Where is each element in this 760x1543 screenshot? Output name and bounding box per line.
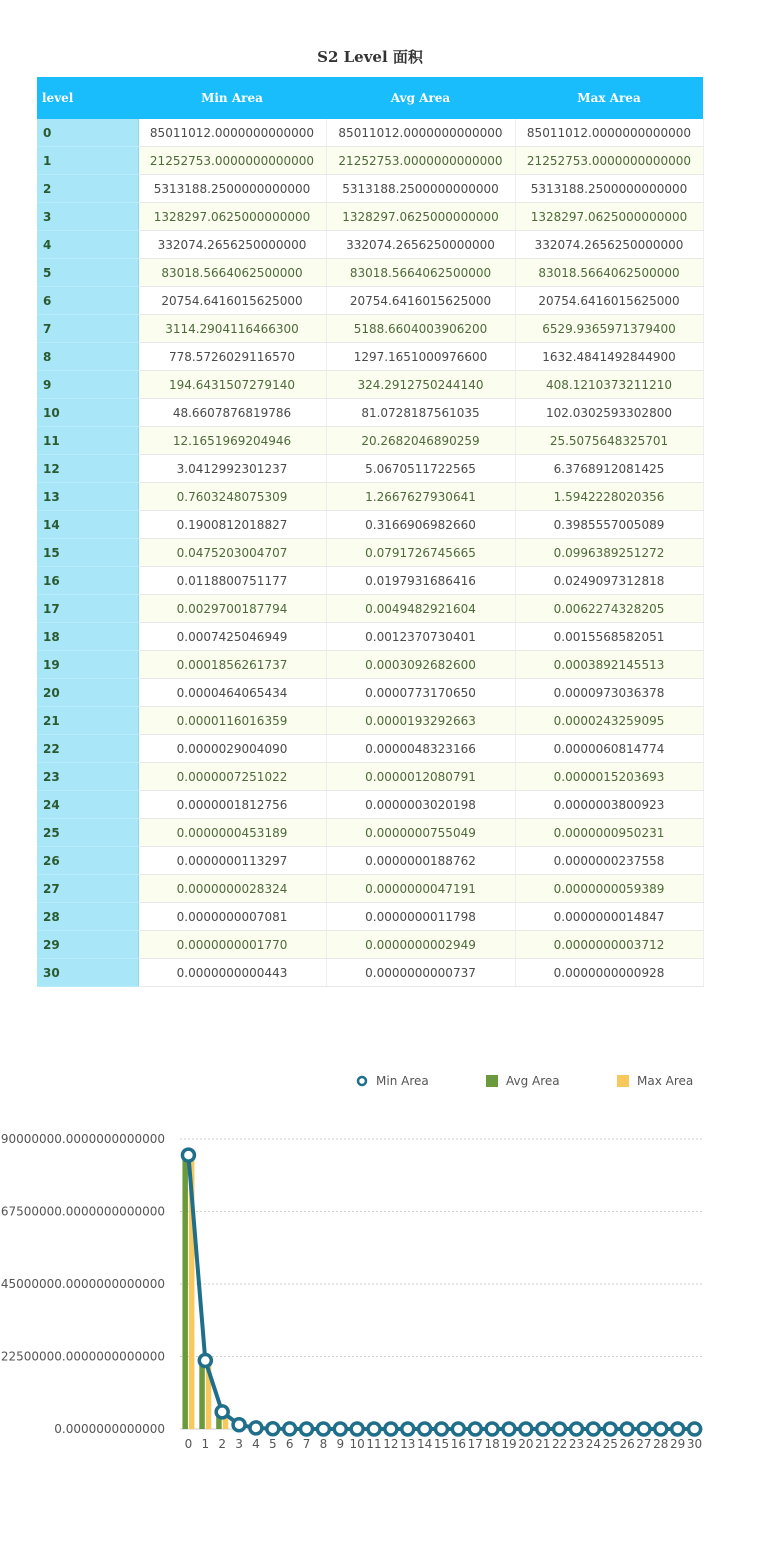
cell-level: 4: [37, 231, 138, 259]
cell-max-area: 21252753.0000000000000: [515, 147, 703, 175]
cell-min-area: 5313188.2500000000000: [138, 175, 326, 203]
cell-avg-area: 0.0012370730401: [326, 623, 515, 651]
cell-level: 6: [37, 287, 138, 315]
cell-max-area: 0.0000000950231: [515, 819, 703, 847]
x-tick-label: 28: [653, 1437, 669, 1451]
y-tick-label: 22500000.0000000000000: [0, 1349, 165, 1364]
cell-avg-area: 1297.1651000976600: [326, 343, 515, 371]
cell-max-area: 0.0000000237558: [515, 847, 703, 875]
cell-level: 18: [37, 623, 138, 651]
x-tick-label: 19: [501, 1437, 517, 1451]
level-area-table: [37, 77, 704, 987]
point-min-area: [182, 1149, 194, 1161]
cell-level: 20: [37, 679, 138, 707]
header-max-area[interactable]: Max Area: [515, 77, 703, 119]
point-min-area: [503, 1423, 515, 1435]
point-min-area: [520, 1423, 532, 1435]
cell-level: 13: [37, 483, 138, 511]
cell-max-area: 85011012.0000000000000: [515, 119, 703, 147]
line-marker-icon: [356, 1075, 368, 1087]
point-min-area: [486, 1423, 498, 1435]
table-row: [37, 735, 703, 763]
cell-level: 24: [37, 791, 138, 819]
bar-swatch-icon: [617, 1075, 629, 1087]
table-row: [37, 875, 703, 903]
cell-avg-area: 5313188.2500000000000: [326, 175, 515, 203]
x-tick-label: 30: [686, 1437, 703, 1451]
y-tick-label: 0.0000000000000: [54, 1422, 165, 1436]
point-min-area: [587, 1423, 599, 1435]
cell-level: 14: [37, 511, 138, 539]
cell-avg-area: 0.0000000188762: [326, 847, 515, 875]
table-title: S2 Level 面积: [317, 48, 423, 66]
table-row: [37, 371, 703, 399]
x-tick-label: 7: [302, 1437, 311, 1451]
point-min-area: [469, 1423, 481, 1435]
cell-min-area: 3.0412992301237: [138, 455, 326, 483]
cell-min-area: 21252753.0000000000000: [138, 147, 326, 175]
point-min-area: [267, 1423, 279, 1435]
cell-avg-area: 81.0728187561035: [326, 399, 515, 427]
cell-max-area: 83018.5664062500000: [515, 259, 703, 287]
cell-max-area: 0.0000000014847: [515, 903, 703, 931]
cell-min-area: 0.0007425046949: [138, 623, 326, 651]
cell-avg-area: 0.0000000000737: [326, 959, 515, 987]
x-tick-label: 13: [400, 1437, 416, 1451]
cell-min-area: 0.0029700187794: [138, 595, 326, 623]
table-row: [37, 707, 703, 735]
cell-max-area: 0.0000973036378: [515, 679, 703, 707]
cell-avg-area: 5.0670511722565: [326, 455, 515, 483]
x-tick-label: 5: [268, 1437, 277, 1451]
table-row: [37, 147, 703, 175]
cell-avg-area: 0.0000048323166: [326, 735, 515, 763]
cell-level: 7: [37, 315, 138, 343]
x-tick-label: 12: [383, 1437, 399, 1451]
table-row: [37, 931, 703, 959]
point-min-area: [452, 1423, 464, 1435]
y-tick-label: 45000000.0000000000000: [0, 1277, 165, 1291]
cell-avg-area: 1.2667627930641: [326, 483, 515, 511]
y-tick-label: 90000000.0000000000000: [0, 1132, 165, 1146]
cell-min-area: 0.0000000113297: [138, 847, 326, 875]
table-row: [37, 203, 703, 231]
cell-min-area: 48.6607876819786: [138, 399, 326, 427]
cell-min-area: 0.0000007251022: [138, 763, 326, 791]
x-tick-label: 17: [467, 1437, 483, 1451]
table-row: [37, 287, 703, 315]
cell-avg-area: 0.0003092682600: [326, 651, 515, 679]
cell-max-area: 0.0003892145513: [515, 651, 703, 679]
table-row: [37, 119, 703, 147]
cell-min-area: 20754.6416015625000: [138, 287, 326, 315]
cell-max-area: 0.0000000000928: [515, 959, 703, 987]
cell-level: 5: [37, 259, 138, 287]
cell-level: 16: [37, 567, 138, 595]
table-row: [37, 259, 703, 287]
cell-level: 22: [37, 735, 138, 763]
table-row: [37, 567, 703, 595]
cell-max-area: 0.0996389251272: [515, 539, 703, 567]
cell-max-area: 6529.9365971379400: [515, 315, 703, 343]
cell-max-area: 25.5075648325701: [515, 427, 703, 455]
table-row: [37, 679, 703, 707]
cell-level: 17: [37, 595, 138, 623]
cell-level: 26: [37, 847, 138, 875]
cell-level: 25: [37, 819, 138, 847]
table-row: [37, 623, 703, 651]
cell-avg-area: 20754.6416015625000: [326, 287, 515, 315]
cell-min-area: 85011012.0000000000000: [138, 119, 326, 147]
cell-min-area: 0.0000000000443: [138, 959, 326, 987]
point-min-area: [216, 1406, 228, 1418]
cell-max-area: 6.3768912081425: [515, 455, 703, 483]
header-level[interactable]: level: [37, 77, 138, 119]
table-row: [37, 819, 703, 847]
point-min-area: [334, 1423, 346, 1435]
cell-min-area: 194.6431507279140: [138, 371, 326, 399]
cell-avg-area: 21252753.0000000000000: [326, 147, 515, 175]
cell-max-area: 0.0000060814774: [515, 735, 703, 763]
table-row: [37, 343, 703, 371]
x-tick-label: 26: [619, 1437, 635, 1451]
cell-avg-area: 83018.5664062500000: [326, 259, 515, 287]
x-tick-label: 22: [551, 1437, 568, 1451]
cell-max-area: 332074.2656250000000: [515, 231, 703, 259]
cell-avg-area: 20.2682046890259: [326, 427, 515, 455]
cell-level: 12: [37, 455, 138, 483]
table-row: [37, 847, 703, 875]
point-min-area: [689, 1423, 701, 1435]
cell-avg-area: 0.0000000002949: [326, 931, 515, 959]
cell-min-area: 12.1651969204946: [138, 427, 326, 455]
x-tick-label: 8: [319, 1437, 328, 1451]
x-tick-label: 0: [184, 1437, 193, 1451]
legend-label-avg-area: Avg Area: [506, 1074, 560, 1088]
cell-max-area: 0.3985557005089: [515, 511, 703, 539]
cell-max-area: 0.0000003800923: [515, 791, 703, 819]
point-min-area: [301, 1423, 313, 1435]
cell-avg-area: 0.0000000011798: [326, 903, 515, 931]
bar-avg-area: [199, 1361, 205, 1429]
x-tick-label: 10: [349, 1437, 365, 1451]
table-row: [37, 175, 703, 203]
legend-label-min-area: Min Area: [376, 1074, 429, 1088]
cell-avg-area: 0.0049482921604: [326, 595, 515, 623]
cell-avg-area: 332074.2656250000000: [326, 231, 515, 259]
cell-avg-area: 0.0000773170650: [326, 679, 515, 707]
cell-avg-area: 0.3166906982660: [326, 511, 515, 539]
cell-min-area: 0.0000000007081: [138, 903, 326, 931]
table-row: [37, 903, 703, 931]
cell-max-area: 102.0302593302800: [515, 399, 703, 427]
cell-max-area: 0.0249097312818: [515, 567, 703, 595]
point-min-area: [402, 1423, 414, 1435]
table-row: [37, 539, 703, 567]
bar-swatch-icon: [486, 1075, 498, 1087]
cell-max-area: 1328297.0625000000000: [515, 203, 703, 231]
cell-avg-area: 324.2912750244140: [326, 371, 515, 399]
cell-min-area: 0.0000000453189: [138, 819, 326, 847]
cell-avg-area: 0.0791726745665: [326, 539, 515, 567]
cell-min-area: 0.0000001812756: [138, 791, 326, 819]
table-row: [37, 511, 703, 539]
y-tick-label: 67500000.0000000000000: [0, 1204, 165, 1219]
cell-avg-area: 0.0197931686416: [326, 567, 515, 595]
cell-min-area: 83018.5664062500000: [138, 259, 326, 287]
cell-avg-area: 1328297.0625000000000: [326, 203, 515, 231]
cell-max-area: 0.0000000003712: [515, 931, 703, 959]
table-header-row: [37, 77, 703, 119]
x-tick-label: 9: [336, 1437, 345, 1451]
x-tick-label: 11: [366, 1437, 382, 1451]
cell-level: 8: [37, 343, 138, 371]
cell-level: 28: [37, 903, 138, 931]
cell-max-area: 1.5942228020356: [515, 483, 703, 511]
x-tick-label: 1: [201, 1437, 210, 1451]
x-tick-label: 23: [568, 1437, 585, 1451]
cell-level: 3: [37, 203, 138, 231]
cell-level: 10: [37, 399, 138, 427]
cell-avg-area: 85011012.0000000000000: [326, 119, 515, 147]
cell-min-area: 778.5726029116570: [138, 343, 326, 371]
cell-avg-area: 0.0000000047191: [326, 875, 515, 903]
x-tick-label: 6: [285, 1437, 294, 1451]
point-min-area: [554, 1423, 566, 1435]
cell-max-area: 0.0000015203693: [515, 763, 703, 791]
cell-min-area: 0.0000116016359: [138, 707, 326, 735]
point-min-area: [199, 1355, 211, 1367]
point-min-area: [250, 1422, 262, 1434]
x-tick-label: 3: [235, 1437, 243, 1451]
cell-min-area: 0.0000464065434: [138, 679, 326, 707]
legend-label-max-area: Max Area: [637, 1074, 694, 1088]
cell-min-area: 1328297.0625000000000: [138, 203, 326, 231]
table-row: [37, 231, 703, 259]
point-min-area: [638, 1423, 650, 1435]
point-min-area: [284, 1423, 296, 1435]
point-min-area: [537, 1423, 549, 1435]
cell-level: 9: [37, 371, 138, 399]
cell-avg-area: 0.0000193292663: [326, 707, 515, 735]
cell-min-area: 0.0475203004707: [138, 539, 326, 567]
point-min-area: [368, 1423, 380, 1435]
point-min-area: [317, 1423, 329, 1435]
x-tick-label: 15: [433, 1437, 450, 1451]
point-min-area: [419, 1423, 431, 1435]
cell-max-area: 5313188.2500000000000: [515, 175, 703, 203]
point-min-area: [604, 1423, 616, 1435]
table-row: [37, 427, 703, 455]
cell-min-area: 332074.2656250000000: [138, 231, 326, 259]
point-min-area: [570, 1423, 582, 1435]
point-min-area: [233, 1419, 245, 1431]
table-row: [37, 595, 703, 623]
table-row: [37, 483, 703, 511]
x-tick-label: 18: [484, 1437, 500, 1451]
cell-min-area: 0.7603248075309: [138, 483, 326, 511]
cell-min-area: 0.1900812018827: [138, 511, 326, 539]
x-tick-label: 29: [670, 1437, 686, 1451]
cell-min-area: 0.0000000001770: [138, 931, 326, 959]
x-tick-label: 21: [535, 1437, 551, 1451]
table-row: [37, 959, 703, 987]
table-row: [37, 763, 703, 791]
cell-min-area: 0.0001856261737: [138, 651, 326, 679]
point-min-area: [351, 1423, 363, 1435]
line-min-area: [188, 1155, 694, 1429]
cell-min-area: 0.0118800751177: [138, 567, 326, 595]
area-chart: [0, 1100, 760, 1460]
x-tick-label: 4: [252, 1437, 260, 1451]
table-row: [37, 399, 703, 427]
table-row: [37, 455, 703, 483]
cell-level: 23: [37, 763, 138, 791]
cell-level: 27: [37, 875, 138, 903]
cell-level: 19: [37, 651, 138, 679]
x-tick-label: 27: [636, 1437, 652, 1451]
cell-avg-area: 0.0000000755049: [326, 819, 515, 847]
table-row: [37, 315, 703, 343]
cell-level: 0: [37, 119, 138, 147]
cell-min-area: 0.0000029004090: [138, 735, 326, 763]
x-tick-label: 24: [585, 1437, 601, 1451]
point-min-area: [621, 1423, 633, 1435]
header-avg-area[interactable]: Avg Area: [326, 77, 515, 119]
legend-item-avg-area[interactable]: [486, 1074, 560, 1088]
cell-max-area: 20754.6416015625000: [515, 287, 703, 315]
point-min-area: [672, 1423, 684, 1435]
cell-avg-area: 0.0000012080791: [326, 763, 515, 791]
cell-level: 15: [37, 539, 138, 567]
x-tick-label: 20: [518, 1437, 534, 1451]
cell-max-area: 1632.4841492844900: [515, 343, 703, 371]
x-tick-label: 14: [416, 1437, 433, 1451]
cell-max-area: 0.0000243259095: [515, 707, 703, 735]
cell-min-area: 3114.2904116466300: [138, 315, 326, 343]
cell-max-area: 0.0015568582051: [515, 623, 703, 651]
cell-max-area: 408.1210373211210: [515, 371, 703, 399]
x-tick-label: 2: [218, 1437, 226, 1451]
cell-max-area: 0.0062274328205: [515, 595, 703, 623]
cell-max-area: 0.0000000059389: [515, 875, 703, 903]
table-row: [37, 651, 703, 679]
x-tick-label: 16: [450, 1437, 467, 1451]
cell-level: 2: [37, 175, 138, 203]
cell-avg-area: 5188.6604003906200: [326, 315, 515, 343]
cell-min-area: 0.0000000028324: [138, 875, 326, 903]
x-tick-label: 25: [602, 1437, 618, 1451]
cell-level: 29: [37, 931, 138, 959]
cell-level: 30: [37, 959, 138, 987]
chart-legend: [0, 1074, 760, 1094]
point-min-area: [655, 1423, 667, 1435]
legend-item-min-area[interactable]: [356, 1074, 429, 1088]
legend-item-max-area[interactable]: [617, 1074, 693, 1088]
bar-avg-area: [182, 1155, 188, 1429]
cell-level: 21: [37, 707, 138, 735]
point-min-area: [385, 1423, 397, 1435]
cell-avg-area: 0.0000003020198: [326, 791, 515, 819]
cell-level: 1: [37, 147, 138, 175]
point-min-area: [436, 1423, 448, 1435]
header-min-area[interactable]: Min Area: [138, 77, 326, 119]
table-row: [37, 791, 703, 819]
cell-level: 11: [37, 427, 138, 455]
